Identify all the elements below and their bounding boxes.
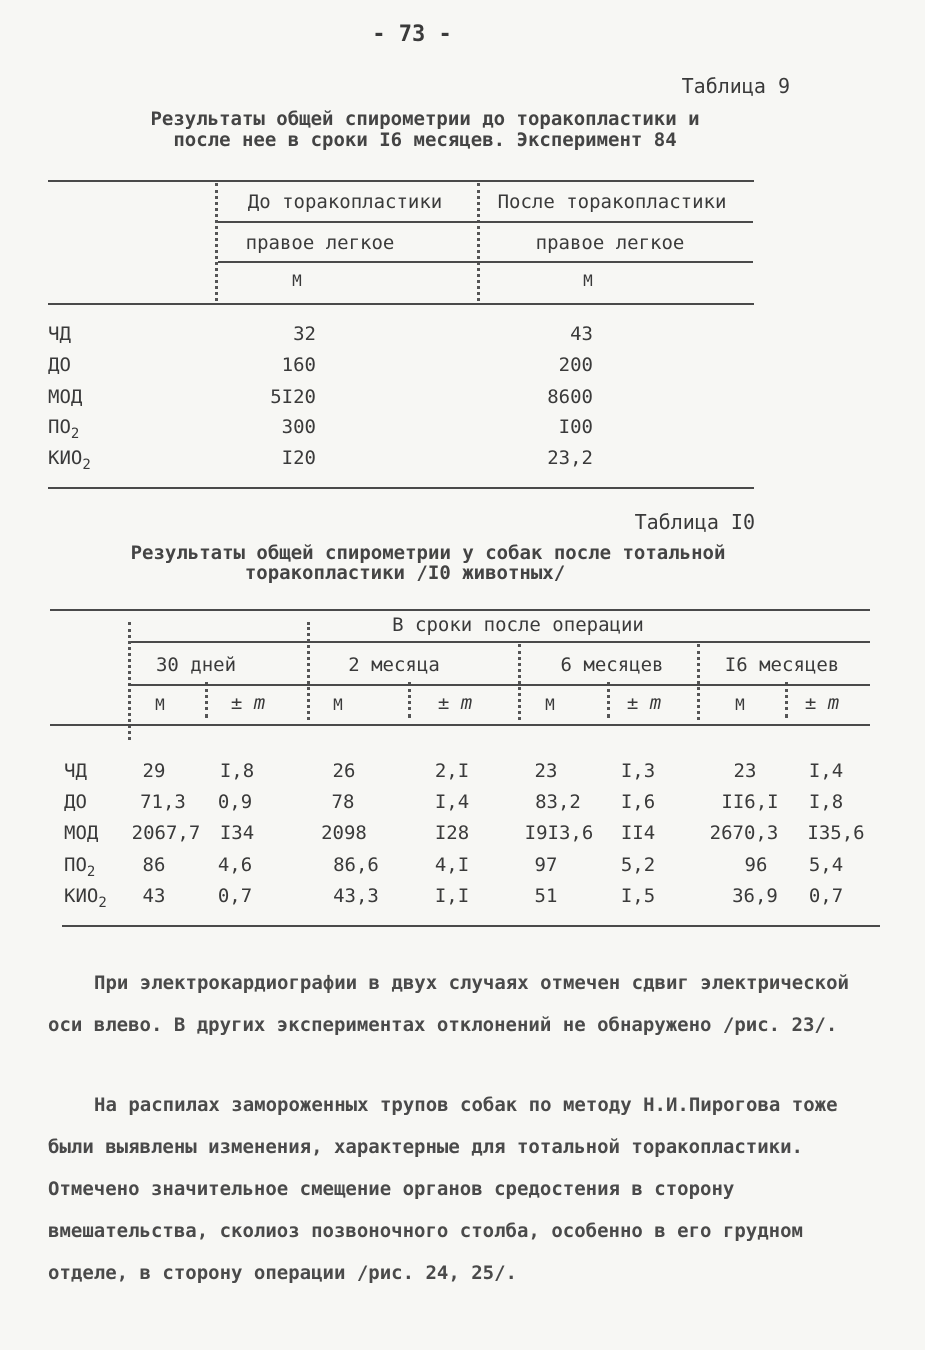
table10-label: Таблица I0 [634,510,755,534]
table9-cell: 300 [281,416,316,438]
stat-m: M [333,695,343,714]
table10-cell: 83,2 [535,791,581,813]
table10-cell: I,I [434,885,470,907]
row-label: ДО [64,791,87,813]
table10-cell: I,8 [808,791,844,813]
table10-header-bottom-rule [50,724,870,726]
table9-divider-mid [477,183,480,301]
table-row [64,822,98,848]
table10-title-line2: торакопластики /I0 животных/ [244,562,566,584]
table9-header-bottom-rule [48,303,754,305]
table10-cell: I34 [219,822,255,844]
table10-cell: 0,7 [808,885,844,907]
table10-cell: 4,I [434,854,470,876]
table10-divider [307,622,310,720]
table10-cell: 0,7 [217,885,253,907]
table10-cell: I,6 [620,791,656,813]
table10-divider [697,644,700,720]
table9-subheader-after: правое легкое [535,232,685,254]
table10-cell: II4 [620,822,656,844]
table10-cell: I9I3,6 [524,822,594,844]
row-label: ДО [48,354,71,376]
table-row [48,386,82,412]
table10-cell: I,3 [620,760,656,782]
stat-m: M [735,695,745,714]
table10-cell: 2670,3 [709,822,779,844]
table9-bottom-rule [48,487,754,489]
table10-cell: I28 [434,822,470,844]
row-label: МОД [64,822,99,844]
table10-top-rule [50,609,870,611]
table9-label: Таблица 9 [681,74,790,98]
table10-cell: 4,6 [217,854,253,876]
table10-cell: 23 [733,760,757,782]
table10-cell: 29 [142,760,166,782]
paragraph-pirogov: На распилах замороженных трупов собак по методу Н.И.Пирогова тоже были выявлены изменения, характерные для тотальной торакопластики. Отмечено значительное смещение органов средостения в сторону вмешательства, сколиоз позвоночного столба, особенно в его грудном отделе, в сторону операции /рис. 24, 25/. [48,1094,838,1284]
table9-top-rule [48,180,754,182]
table10-cell: 5,2 [620,854,656,876]
paragraph-ecg: При электрокардиографии в двух случаях отмечен сдвиг электрической оси влево. В других экспериментах отклонений не обнаружено /рис. 23/. [48,972,849,1036]
table10-cell: 5,4 [808,854,844,876]
stat-pm: ± m [626,692,662,714]
table10-cell: 36,9 [732,885,778,907]
stat-m: M [545,695,555,714]
table10-cell: 96 [744,854,768,876]
table10-bottom-rule [62,925,880,927]
table-row [48,323,71,349]
row-label: ЧД [48,323,71,345]
table9-cell: 43 [570,323,593,345]
table9-subheader-rule [218,261,753,263]
table9-cell: 5I20 [270,386,316,408]
table9-stat-after: M [583,271,593,290]
stat-pm: ± m [230,692,266,714]
row-label: ЧД [64,760,87,782]
row-label: ПО [48,416,71,438]
table9-cell: 32 [293,323,316,345]
table9-header-rule [218,221,753,223]
row-label: ПО [64,854,87,876]
table-row: $КИО_2$ [64,885,107,911]
table10-cell: 97 [534,854,558,876]
table-row: $ПО_2$ [48,416,80,442]
table10-divider [128,622,131,740]
table9-cell: 8600 [547,386,593,408]
table9-cell: 200 [558,354,593,376]
table10-period-rule [128,684,870,686]
table-row: $КИО_2$ [48,447,91,473]
table10-cell: I,4 [434,791,470,813]
table10-cell: 2067,7 [131,822,201,844]
table10-cell: I,8 [219,760,255,782]
table10-top-header-rule [128,641,870,643]
table10-cell: I,5 [620,885,656,907]
table10-cell: II6,I [721,791,779,813]
table10-cell: 86 [142,854,166,876]
table9-subheader-before: правое легкое [245,232,395,254]
table10-cell: 26 [332,760,356,782]
row-label: КИО [64,885,99,907]
table10-period-2m: 2 месяца [348,654,440,676]
table10-divider [518,644,521,720]
table9-title-line1: Результаты общей спирометрии до торакопластики и [150,108,700,130]
page-number: - 73 - [372,22,452,47]
table10-cell: 86,6 [333,854,379,876]
table10-period-30d: 30 дней [155,654,237,676]
table10-divider [408,682,411,718]
table-row: $ПО_2$ [64,854,96,880]
table-row [64,791,87,817]
table10-period-16m: I6 месяцев [724,654,840,676]
table9-title-line2: после нее в сроки I6 месяцев. Эксперимент 84 [173,129,677,151]
table10-period-6m: 6 месяцев [560,654,664,676]
table10-title-line1: Результаты общей спирометрии у собак после тотальной [130,542,726,564]
table10-cell: 78 [331,791,355,813]
table10-cell: 23 [534,760,558,782]
stat-pm: ± m [437,692,473,714]
table10-cell: 43 [142,885,166,907]
row-label: КИО [48,447,83,469]
table9-stat-before: M [292,271,302,290]
table10-cell: I,4 [808,760,844,782]
table10-cell: 2,I [434,760,470,782]
table10-divider [785,682,788,718]
table10-cell: 71,3 [140,791,186,813]
table10-cell: 51 [534,885,558,907]
table9-header-after: После торакопластики [497,191,727,213]
table9-cell: 160 [281,354,316,376]
table-row [48,354,71,380]
table10-cell: I35,6 [807,822,865,844]
table-row [64,760,87,786]
table10-cell: 43,3 [333,885,379,907]
table10-divider [607,682,610,718]
table9-cell: 23,2 [547,447,593,469]
table9-header-before: До торакопластики [247,191,443,213]
row-label: МОД [48,386,83,408]
table10-top-header: В сроки после операции [392,614,644,636]
table9-cell: I20 [281,447,316,469]
table10-divider [205,682,208,718]
stat-pm: ± m [804,692,840,714]
table9-cell: I00 [558,416,593,438]
stat-m: M [155,695,165,714]
table9-divider-left [215,183,218,301]
table10-cell: 0,9 [217,791,253,813]
table10-cell: 2098 [321,822,367,844]
